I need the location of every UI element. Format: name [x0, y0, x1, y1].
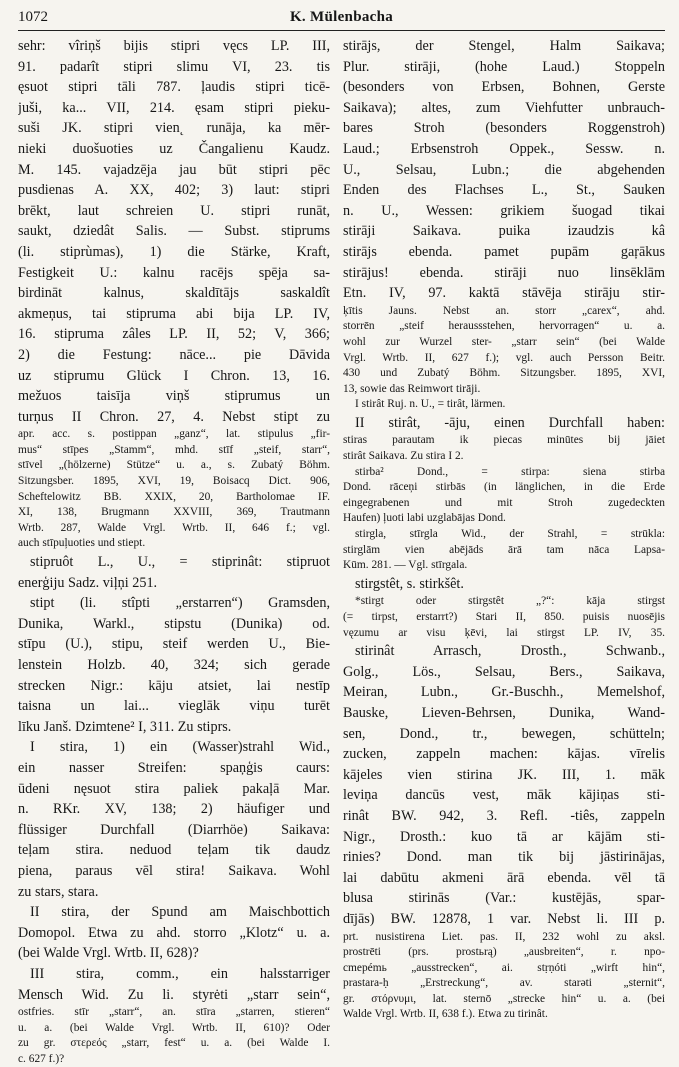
entry-line: enerģiju Sadz. viļņi 251.: [18, 574, 158, 591]
entry-headline: *stirgt oder stirgstêt „?“: kāja stirgst: [355, 595, 665, 608]
entry-stira3: [18, 964, 330, 1067]
entry-line: Kūm. 281. — Vgl. stīrgala.: [343, 559, 468, 572]
entry-line: Domopol. Etwa zu ahd. storro „Klotz“ u. a.: [18, 924, 330, 941]
entry-line: zu stars, stara.: [18, 883, 99, 900]
entry-headline: stirba² Dond., = stirpa: siena stirba: [355, 465, 665, 478]
entry-line: ęsuot stipri tāli 787. ļaudis stipri ticē-: [18, 79, 330, 96]
page-header: [18, 6, 665, 31]
entry-line: taisna un lai... vieglāk viņu turēt: [18, 698, 330, 715]
entry-line: akmeņus, tai stipruma abi bija LP. IV,: [18, 305, 330, 322]
entry-line: Haufen) ļuoti labi uzglabājas Dond.: [343, 512, 506, 525]
entry-line: stīpu (U.), stipu, steif werden U., Bie-: [18, 636, 330, 653]
entry-line: c. 627 f.)?: [18, 1052, 65, 1065]
entry-line: Mensch Wid. Zu li. styrėti „starr sein“,: [18, 986, 330, 1003]
entry-line: flüssiger Durchfall (Diarrhöe) Saikava:: [18, 821, 330, 838]
entry-line: ostfries. stīr „starr“, an. stīra „starren, stieren“: [18, 1006, 330, 1019]
entry-line: U., Selsau, Lubn.; die abgehenden: [343, 161, 665, 178]
entry-stira1: [18, 737, 330, 902]
entry-line: wohl zur Wurzel ster- „starr sein“ (bei Walde: [343, 335, 665, 348]
entry-line: ķītis Jauns. Nebst an. storr „carex“, ahd.: [343, 304, 665, 317]
entry-line: auch stīpuļuoties und stiept.: [18, 537, 146, 550]
entry-line: dījās) BW. 12878, 1 var. Nebst li. III p.: [343, 910, 665, 927]
entry-line: stiras parautam ik piecas minūtes bij jāiet: [343, 434, 665, 447]
entry-line: (besonders von Erbsen, Bohnen, Gerste: [343, 79, 665, 96]
entry-stira2: [18, 902, 330, 964]
entry-cont: [18, 36, 330, 552]
entry-line: mus“ stīpes „Stamm“, mhd. stīf „steif, starr“,: [18, 443, 330, 456]
entry-line: kājeles vien stirina JK. III, 1. māk: [343, 766, 665, 783]
entry-stirat1: [343, 397, 665, 413]
entry-line: leviņa dancūs vest, māk kājiņas sti-: [343, 787, 665, 804]
entry-line: 430 und Zubatý Böhm. Sitzungsber. 1895, XVI,: [343, 367, 665, 380]
entry-line: saukt, dziedât Salis. — Subst. stiprums: [18, 223, 330, 240]
entry-line: u. a. (bei Walde Vrgl. Wrtb. II, 610)? Oder: [18, 1021, 330, 1034]
entry-line: 2) die Festung: nāce... pie Dāvida: [18, 346, 330, 363]
entry-line: uz stiprumu Glück I Chron. 13, 16.: [18, 367, 330, 384]
entry-line: Nigr., Drosth.: kuo tā ar kājām sti-: [343, 828, 665, 845]
entry-stipruot: [18, 552, 330, 593]
entry-line: cmepémь „ausstrecken“, ai. stṛṇóti „wirft hin“,: [343, 961, 665, 974]
entry-line: gr. στόρνυμι, lat. sternō „strecke hin“ u. a. (bei: [343, 992, 665, 1005]
entry-line: eingegrabenen und mit Stroh zugedeckten: [343, 496, 665, 509]
entry-line: Sitzungsber. 1895, XVI, 19, Boisacq Dict. 906,: [18, 475, 330, 488]
entry-line: Vrgl. Wrtb. II, 627 f.); vgl. auch Persson Beitr.: [343, 351, 665, 364]
entry-line: n. U., Wessen: grikiem šuogad tikai: [343, 202, 665, 219]
entry-line: 16. stipruma zâles LP. II, 52; V, 366;: [18, 326, 330, 343]
entry-line: ūdeni nęsuot stira paliek pakaļā Mar.: [18, 780, 330, 797]
entry-line: Dunika, Warkl., stipstu (Dunika) od.: [18, 615, 330, 632]
entry-line: Wrtb. 287, Walde Vrgl. Wrtb. II, 646 f.; vgl.: [18, 521, 330, 534]
entry-stirgt: [343, 594, 665, 641]
entry-line: storrēn „steif heraussstehen, hervorragen“ u. a.: [343, 320, 665, 333]
entry-line: prastara-ḥ „Erstreckung“, av. starəti „sternit“,: [343, 977, 665, 990]
entry-line: Walde Vrgl. Wrtb. II, 638 f.). Etwa zu tirinât.: [343, 1008, 548, 1021]
entry-headline: III stira, comm., ein halsstarriger: [30, 965, 330, 982]
entry-line: (bei Walde Vrgl. Wrtb. II, 628)?: [18, 945, 199, 962]
entry-headline: I stira, 1) ein (Wasser)strahl Wid.,: [30, 739, 330, 756]
running-head: K. Mülenbacha: [289, 9, 394, 25]
entry-line: zucken, zappeln machen: kājas. vīrelis: [343, 746, 665, 763]
entry-line: bares Stroh (besonders Roggenstroh): [343, 120, 665, 137]
entry-headline: II stira, der Spund am Maischbottich: [30, 904, 330, 921]
entry-line: Etn. IV, 97. kaktā stāvēja stirāju stir-: [343, 285, 665, 302]
entry-line: (li. stiprùmas), 1) die Stärke, Kraft,: [18, 243, 330, 260]
entry-line: prt. nusistirena Liet. pas. II, 232 wohl zu aksl.: [343, 930, 665, 943]
entry-line: (= tirpst, erstarrt?) Stari II, 850. puisis nuosējis: [343, 611, 665, 623]
entry-line: rinât BW. 942, 3. Refl. -tiês, zappeln: [343, 807, 665, 824]
entry-line: strecken Nigr.: kāju atsiet, lai nestīp: [18, 677, 330, 694]
entry-line: pusdienas A. XX, 402; 3) laut: stipri: [18, 182, 330, 199]
entry-headline: stirinât Arrasch, Drosth., Schwanb.,: [355, 643, 665, 660]
entry-headline: II stirât, -āju, einen Durchfall haben:: [355, 414, 665, 431]
entry-line: Enden des Flachses L., St., Sauken: [343, 182, 665, 199]
entry-line: Saikava); altes, zum Viehfutter unbrauch-: [343, 99, 665, 116]
entry-line: prostrēti (prs. prostьrą) „ausbreiten“, r. npo-: [343, 946, 665, 959]
entry-stirgla: [343, 527, 665, 574]
entry-line: stirāji Saikava. puika izaudzis kâ: [343, 223, 665, 240]
entry-headline: stipt (li. stîpti „erstarren“) Gramsden,: [30, 595, 330, 612]
entry-line: 13, sowie das Reimwort tirāji.: [343, 382, 481, 395]
entry-line: apr. acc. s. postippan „ganz“, lat. stipulus „fir-: [18, 428, 330, 441]
entry-line: M. 145. vajadzēja jau būt stipri pēc: [18, 161, 330, 178]
entry-stirinat: [343, 641, 665, 1023]
entry-line: piena, paraus vēl stira! Saikava. Wohl: [18, 862, 330, 879]
entry-line: stirât Saikava. Zu stira I 2.: [343, 450, 464, 463]
entry-line: Golg., Lös., Selsau, Bers., Saikava,: [343, 663, 665, 680]
entry-line: brēkt, laut schreien U. stipri runāt,: [18, 202, 330, 219]
left-column: [18, 36, 330, 1067]
entry-stirgstet: [343, 574, 665, 595]
right-column: [343, 36, 665, 1023]
entry-line: Scheftelowitz BB. XXIX, 20, Bartholomae IF.: [18, 490, 330, 503]
page-number: 1072: [18, 9, 48, 25]
entry-line: ein nasser Streifen: spaņģis caurs:: [18, 759, 330, 776]
entry-line: birdināt kalnus, skaldītājs saskaldît: [18, 285, 330, 302]
entry-line: Meiran, Lubn., Gr.-Buschh., Memelshof,: [343, 684, 665, 701]
entry-headline: stipruôt L., U., = stiprinât: stipruot: [30, 554, 330, 571]
entry-line: stirājs ebenda. pamet pupām gaŗākus: [343, 243, 665, 260]
entry-line: teļam stira. neduod teļam tik daudz: [18, 842, 330, 859]
entry-line: Laud.; Erbsenstroh Oppek., Sessw. n.: [343, 140, 665, 157]
entry-line: lenstein Holzb. 40, 324; sich gerade: [18, 657, 330, 673]
entry-line: nieki duošuoties uz Čangalienu Kaudz.: [18, 140, 330, 157]
entry-headline: stirgstêt, s. stirkšêt.: [355, 575, 464, 592]
entry-stirajs: [343, 36, 665, 397]
entry-line: mežuos taisīja viņš stiprumus un: [18, 388, 330, 405]
entry-stirat2: [343, 413, 665, 465]
entry-headline: stirājs, der Stengel, Halm Saikava;: [343, 38, 665, 54]
entry-line: Dond. rāceņi stirbās (in länglichen, in die Erde: [343, 481, 665, 494]
entry-line: XI, 138, Brugmann XXVIII, 369, Trautmann: [18, 506, 330, 519]
entry-line: zu gr. στερεός „starr, fest“ u. a. (bei Walde I.: [18, 1037, 330, 1050]
entry-stirba: [343, 465, 665, 527]
entry-line: suši JK. stipri vien˛ runāja, ka mēr-: [18, 120, 330, 137]
entry-line: rinies? Dond. man tik bij jāstirinājas,: [343, 849, 665, 866]
entry-line: Bauske, Lieven-Behrsen, Dunika, Wand-: [343, 704, 665, 721]
entry-line: stirājus! ebenda. stirāji nuo linsēklām: [343, 264, 665, 281]
entry-line: juši, ka... VII, 214. ęsam stipri pieku-: [18, 99, 330, 116]
entry-line: lai dabūtu akmeni ārā ebenda. vēl tā: [343, 869, 665, 886]
entry-line: Plur. stirāji, (hohe Laud.) Stoppeln: [343, 58, 665, 75]
entry-headline: I stirât Ruj. n. U., = tirât, lärmen.: [355, 398, 506, 411]
entry-line: līku Janš. Dzimtene² I, 311. Zu stiprs.: [18, 718, 232, 735]
entry-line: turņus II Chron. 27, 4. Nebst stipt zu: [18, 408, 330, 425]
entry-line: n. RKr. XV, 138; 2) häufiger und: [18, 801, 330, 818]
entry-headline: sehr: vîriņš bijis stipri vęcs LP. III,: [18, 38, 330, 54]
entry-line: sen, Dond., tr., bewegen, schütteln;: [343, 725, 665, 742]
entry-line: Festigkeit U.: kalnu racējs spēja sa-: [18, 264, 330, 281]
entry-line: blusa stirinās (Var.: kustējās, spar-: [343, 890, 665, 907]
entry-line: 91. padarît stipri slimu VI, 23. tis: [18, 58, 330, 75]
entry-line: stirglām vien abējāds ārā tam nāca Lapsa-: [343, 543, 665, 556]
entry-line: stīvel „(hölzerne) Stütze“ u. a., s. Zubatý Böhm.: [18, 459, 330, 472]
entry-headline: stirgla, stīrgla Wid., der Strahl, = strūkla:: [355, 528, 665, 541]
entry-line: vęzumu ar visu ķēvi, lai stirgst LP. IV, 35.: [343, 626, 665, 639]
entry-stipt: [18, 593, 330, 737]
